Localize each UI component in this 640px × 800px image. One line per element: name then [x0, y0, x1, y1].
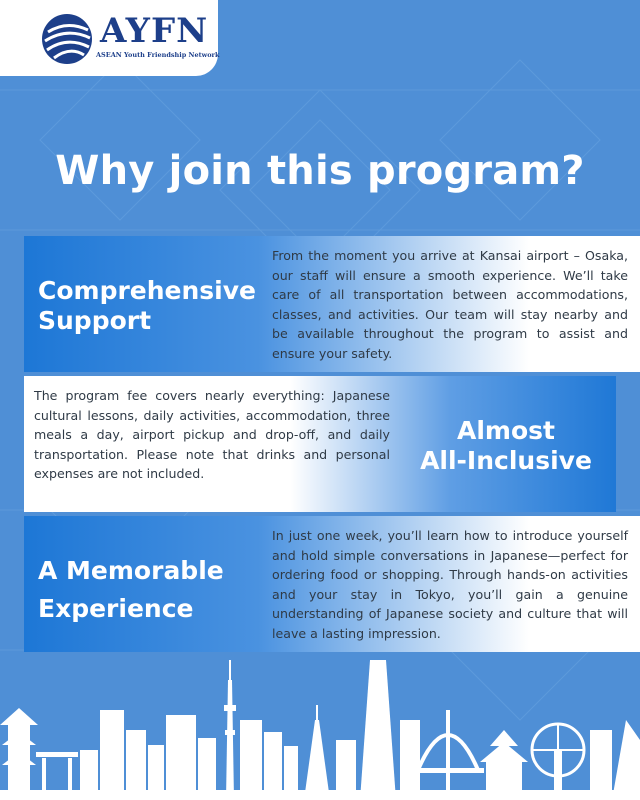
section-heading-line-1: A Memorable [38, 556, 224, 585]
section-heading [38, 552, 224, 628]
section-body: In just one week, you’ll learn how to introduce yourself and hold simple conversations in Japanese—perfect for ordering food or shopping. Through hands-on activities and your stay in Tokyo, you’ll gain a genuine understanding of Japanese society and culture that will leave a lasting impression. [272, 528, 628, 641]
section-body: From the moment you arrive at Kansai airport – Osaka, our staff will ensure a smooth experience. We’ll take care of all transportation between accommodations, classes, and activities. Our team will stay nearby and be available throughout the program to assist and ensure your safety. [272, 248, 628, 361]
globe-logo-icon [40, 12, 94, 66]
section-comprehensive-support [24, 236, 640, 372]
section-memorable-experience [24, 516, 640, 652]
brand-logo[interactable] [0, 0, 218, 76]
section-heading [38, 276, 256, 336]
brand-name: AYFN [100, 11, 209, 51]
section-body: The program fee covers nearly everything: Japanese cultural lessons, daily activities, accommodation, three meals a day, airport pickup and drop-off, and daily transportation. Please note that drinks and personal expenses are not included. [34, 388, 390, 481]
section-heading-line-2: Support [38, 306, 152, 335]
section-heading-line-1: Comprehensive [38, 276, 257, 305]
section-heading-line-2: Experience [38, 594, 194, 623]
city-skyline-illustration [0, 650, 640, 800]
section-almost-all-inclusive [24, 376, 616, 512]
section-heading-line-2: All-Inclusive [420, 446, 592, 475]
brand-tagline: ASEAN Youth Friendship Network [96, 51, 220, 59]
section-heading-line-1: Almost [457, 416, 555, 445]
section-heading [406, 416, 606, 476]
page-title: Why join this program? [55, 148, 585, 194]
